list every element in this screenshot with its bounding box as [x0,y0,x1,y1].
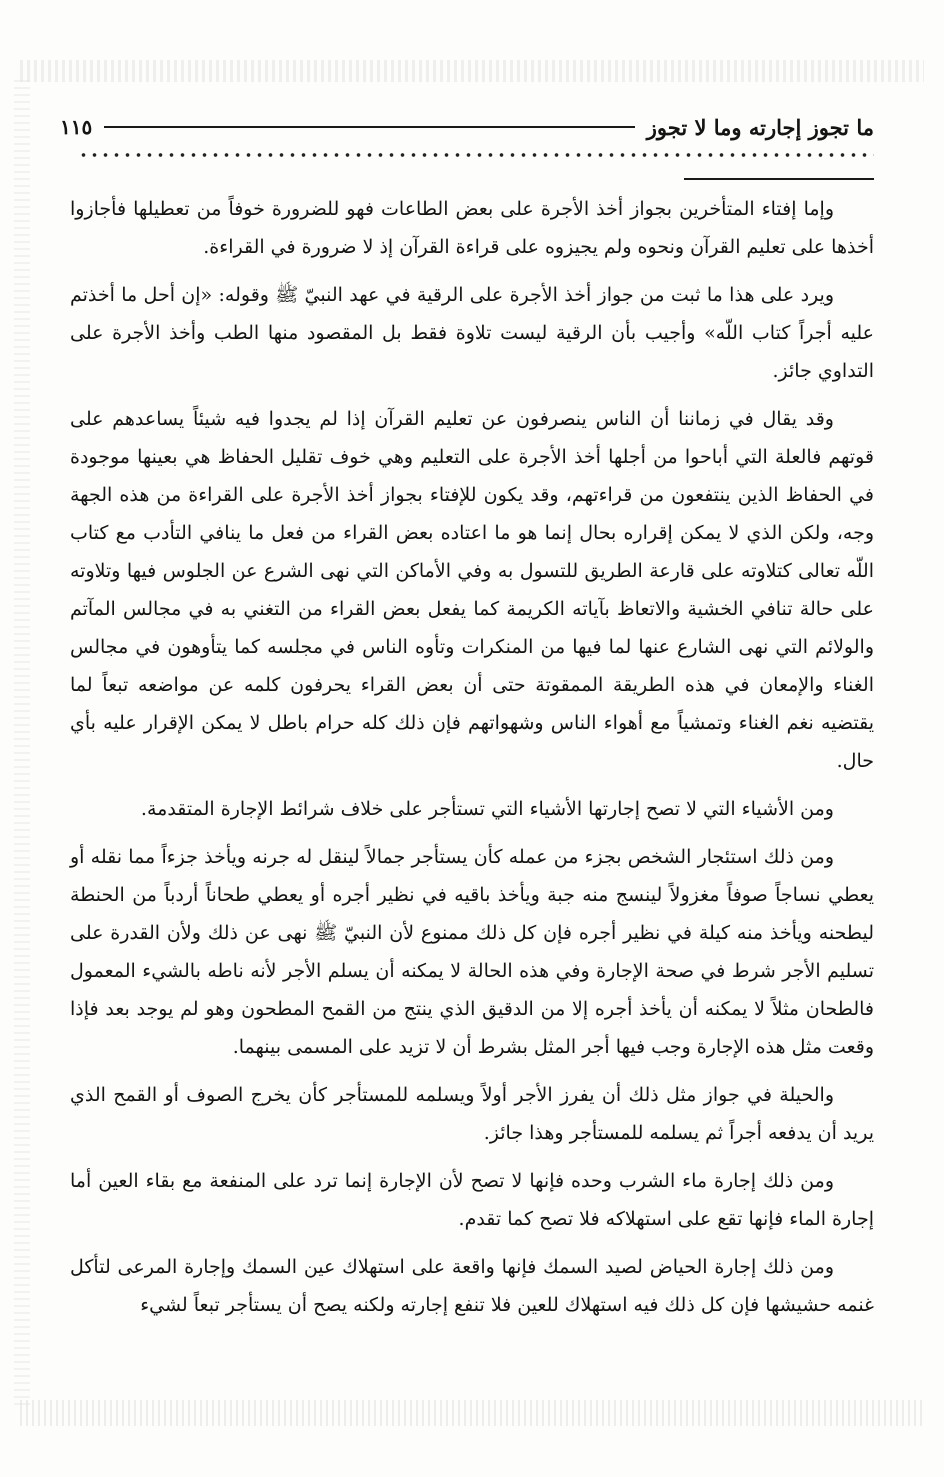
scan-edge-top [20,60,924,82]
header-rule [104,126,635,128]
paragraph-5: ومن ذلك استئجار الشخص بجزء من عمله كأن يستأجر جمالاً لينقل له جرنه ويأخذ جزءاً مما نقله أو يعطي نساجاً صوفاً مغزولاً لينسج منه جبة ويأخذ باقيه في نظير أجره أو يعطي طحاناً أردباً من الحنطة ليطحنه ويأخذ منه كيلة في نظير أجره فإن كل ذلك ممنوع لأن النبيّ ﷺ نهى عن ذلك ولأن القدرة على تسليم الأجر شرط في صحة الإجارة وفي هذه الحالة لا يمكنه أن يسلم الأجر لأنه ناطه بالشيء المعمول فالطحان مثلاً لا يمكنه أن يأخذ أجره إلا من الدقيق الذي ينتج من القمح المطحون وهو لم يوجد بعد فإذا وقعت مثل هذه الإجارة وجب فيها أجر المثل بشرط أن لا تزيد على المسمى بينهما. [70,846,874,1058]
paragraph-3: وقد يقال في زماننا أن الناس ينصرفون عن تعليم القرآن إذا لم يجدوا فيه شيئاً يساعدهم على قوتهم فالعلة التي أباحوا من أجلها أخذ الأجرة على التعليم وهي خوف تقليل الحفاظ هي بعينها موجودة في الحفاظ الذين ينتفعون من قراءتهم، وقد يكون للإفتاء بجواز أخذ الأجرة على القراءة من هذه الجهة وجه، ولكن الذي لا يمكن إقراره بحال إنما هو ما اعتاده بعض القراء من فعل ما ينافي التأدب مع كتاب اللّه تعالى كتلاوته على قارعة الطريق للتسول به وفي الأماكن التي نهى الشرع عن الجلوس فيها وتلاوته على حالة تنافي الخشية والاتعاظ بآياته الكريمة كما يفعل بعض القراء من التغني به في مجالس المآتم والولائم التي نهى الشارع عنها لما فيها من المنكرات وتأوه الناس في مجلسه كما يتأوهون في مجالس الغناء والإمعان في هذه الطريقة الممقوتة حتى أن بعض القراء يحرفون كلمه عن مواضعه تبعاً لما يقتضيه نغم الغناء وتمشياً مع أهواء الناس وشهواتهم فإن ذلك كله حرام باطل لا يمكن الإقرار عليه بأي حال. [70,408,874,772]
title-underline [684,178,874,180]
paragraph-8: ومن ذلك إجارة الحياض لصيد السمك فإنها واقعة على استهلاك عين السمك وإجارة المرعى لتأكل غنمه حشيشها فإن كل ذلك فيه استهلاك للعين فلا تنفع إجارته ولكنه يصح أن يستأجر تبعاً لشيء [70,1256,874,1316]
page-number: ١١٥ [60,115,93,139]
running-header [60,110,874,144]
dotted-separator [78,152,874,158]
page-body [70,190,874,1324]
paragraph-2: ويرد على هذا ما ثبت من جواز أخذ الأجرة على الرقية في عهد النبيّ ﷺ وقوله: «إن أحل ما أخذتم عليه أجراً كتاب اللّه» وأجيب بأن الرقية ليست تلاوة فقط بل المقصود منها الطب وأخذ الأجرة على التداوي جائز. [70,284,874,382]
paragraph-1: وإما إفتاء المتأخرين بجواز أخذ الأجرة على بعض الطاعات فهو للضرورة خوفاً من تعطيلها فأجازوا أخذها على تعليم القرآن ونحوه ولم يجيزوه على قراءة القرآن إذ لا ضرورة في القراءة. [70,198,874,258]
scan-edge-bottom [20,1400,924,1426]
chapter-title: ما تجوز إجارته وما لا تجوز [646,114,874,140]
paragraph-4: ومن الأشياء التي لا تصح إجارتها الأشياء التي تستأجر على خلاف شرائط الإجارة المتقدمة. [140,798,834,820]
paragraph-7: ومن ذلك إجارة ماء الشرب وحده فإنها لا تصح لأن الإجارة إنما ترد على المنفعة مع بقاء العين أما إجارة الماء فإنها تقع على استهلاكه فلا تصح كما تقدم. [70,1170,874,1230]
paragraph-6: والحيلة في جواز مثل ذلك أن يفرز الأجر أولاً ويسلمه للمستأجر كأن يخرج الصوف أو القمح الذي يريد أن يدفعه أجراً ثم يسلمه للمستأجر وهذا جائز. [70,1084,874,1144]
scan-edge-left [14,80,30,1410]
